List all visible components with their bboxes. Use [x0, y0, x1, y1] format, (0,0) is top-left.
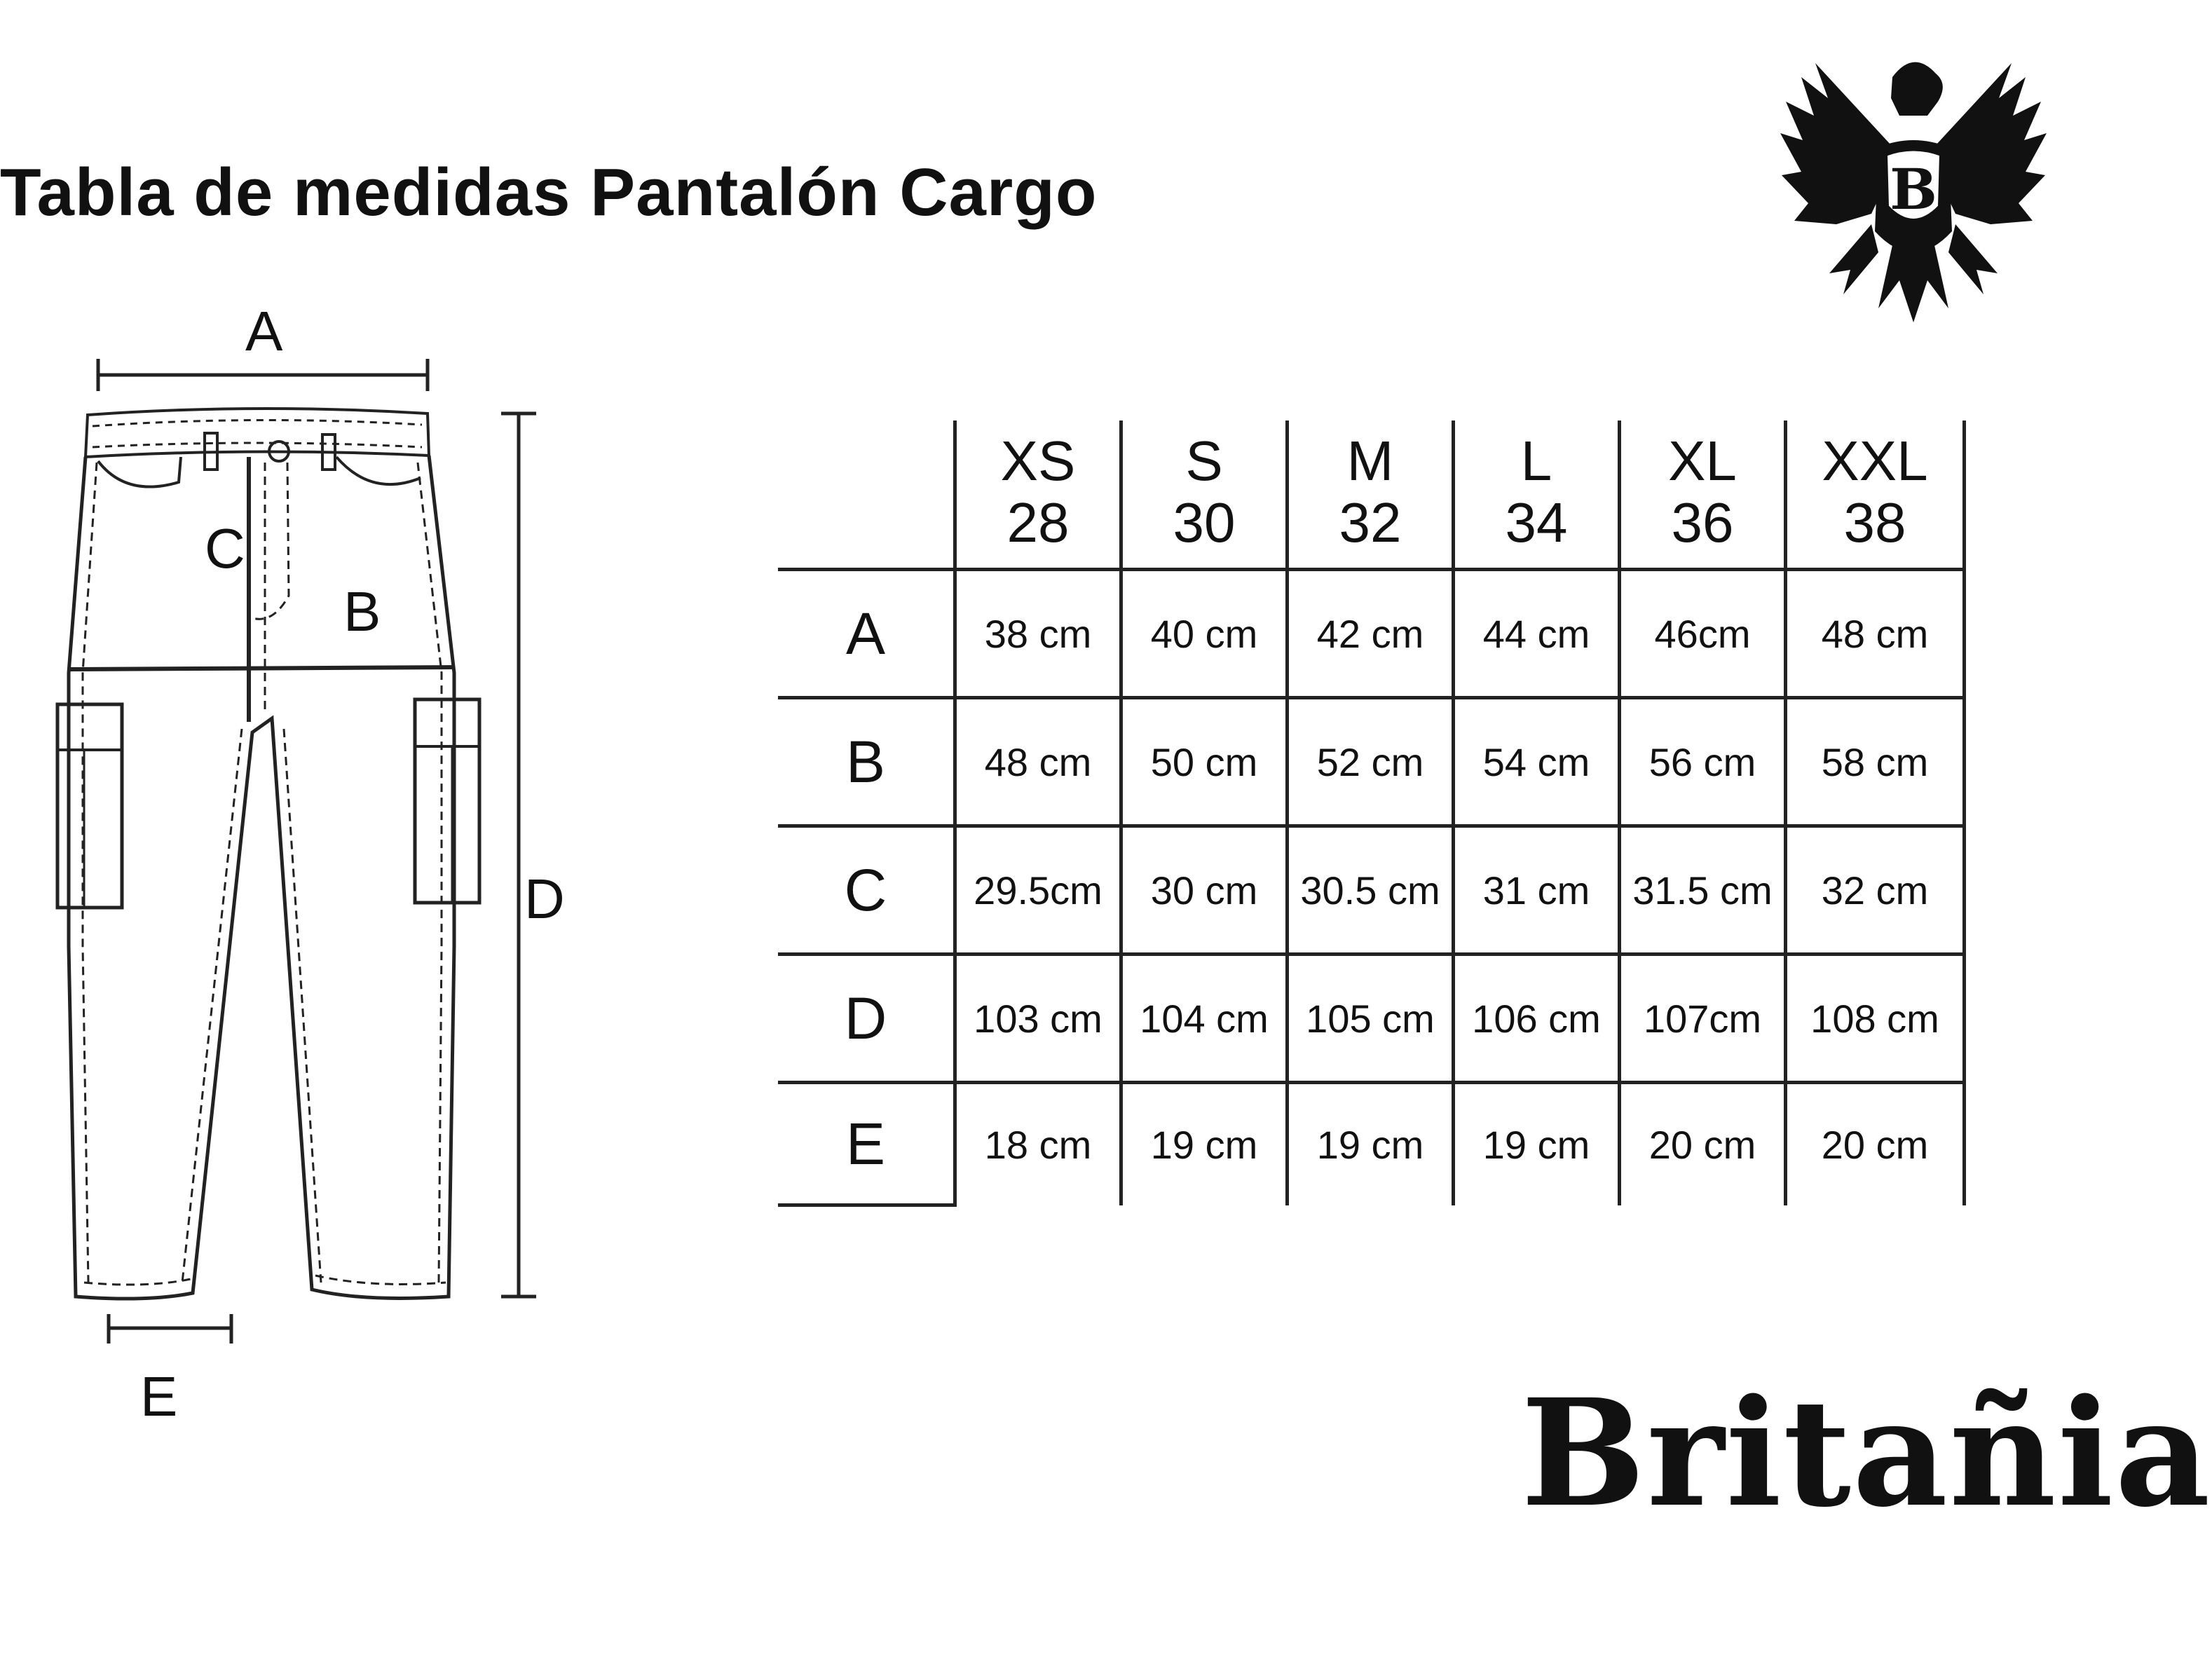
table-cell: 46cm: [1620, 570, 1786, 698]
table-cell: 54 cm: [1454, 698, 1620, 826]
table-row: [778, 570, 1965, 698]
table-cell: 20 cm: [1620, 1083, 1786, 1205]
table-cell: 105 cm: [1288, 955, 1454, 1083]
size-xl-header: XL 36: [1620, 421, 1786, 570]
table-cell: 108 cm: [1786, 955, 1965, 1083]
size-xxl-header: XXL 38: [1786, 421, 1965, 570]
table-cell: 44 cm: [1454, 570, 1620, 698]
table-cell: 19 cm: [1121, 1083, 1288, 1205]
label-c: C: [205, 517, 245, 580]
table-cell: 19 cm: [1288, 1083, 1454, 1205]
table-cell: 42 cm: [1288, 570, 1454, 698]
table-row: [778, 955, 1965, 1083]
table-cell: 48 cm: [1786, 570, 1965, 698]
table-cell: 106 cm: [1454, 955, 1620, 1083]
table-row: [778, 698, 1965, 826]
table-cell: 30 cm: [1121, 826, 1288, 955]
table-cell: 56 cm: [1620, 698, 1786, 826]
table-cell: 50 cm: [1121, 698, 1288, 826]
label-b: B: [343, 580, 381, 643]
size-m-header: M 32: [1288, 421, 1454, 570]
right-cargo-pocket: [415, 699, 479, 903]
table-row: [778, 1083, 1965, 1205]
table-row: [778, 826, 1965, 955]
crest-letter: B: [1890, 156, 1937, 222]
label-d: D: [524, 868, 565, 930]
label-e: E: [140, 1365, 178, 1428]
table-cell: 52 cm: [1288, 698, 1454, 826]
table-cell: 58 cm: [1786, 698, 1965, 826]
table-cell: 19 cm: [1454, 1083, 1620, 1205]
table-cell: 31 cm: [1454, 826, 1620, 955]
page-title: Tabla de medidas Pantalón Cargo: [0, 155, 1098, 230]
row-label-a: A: [778, 570, 955, 698]
size-header-row: [778, 421, 1965, 570]
table-cell: 31.5 cm: [1620, 826, 1786, 955]
size-xs-header: XS 28: [955, 421, 1121, 570]
table-cell: 38 cm: [955, 570, 1121, 698]
table-cell: 48 cm: [955, 698, 1121, 826]
row-label-e: E: [778, 1083, 955, 1205]
pants-diagram: [42, 294, 575, 1444]
table-cell: 20 cm: [1786, 1083, 1965, 1205]
row-label-d: D: [778, 955, 955, 1083]
table-cell: 30.5 cm: [1288, 826, 1454, 955]
table-cell: 107cm: [1620, 955, 1786, 1083]
table-cell: 104 cm: [1121, 955, 1288, 1083]
table-cell: 29.5cm: [955, 826, 1121, 955]
table-cell: 32 cm: [1786, 826, 1965, 955]
table-cell: 103 cm: [955, 955, 1121, 1083]
eagle-crest-logo: [1773, 49, 2054, 329]
table-corner: [778, 421, 955, 570]
dimension-b-line: [69, 667, 454, 669]
brand-wordmark: Britañia: [1521, 1367, 2212, 1540]
size-l-header: L 34: [1454, 421, 1620, 570]
table-cell: 18 cm: [955, 1083, 1121, 1205]
table-cell: 40 cm: [1121, 570, 1288, 698]
label-a: A: [245, 300, 283, 362]
size-table: [778, 421, 1966, 1207]
row-label-b: B: [778, 698, 955, 826]
row-label-c: C: [778, 826, 955, 955]
size-s-header: S 30: [1121, 421, 1288, 570]
